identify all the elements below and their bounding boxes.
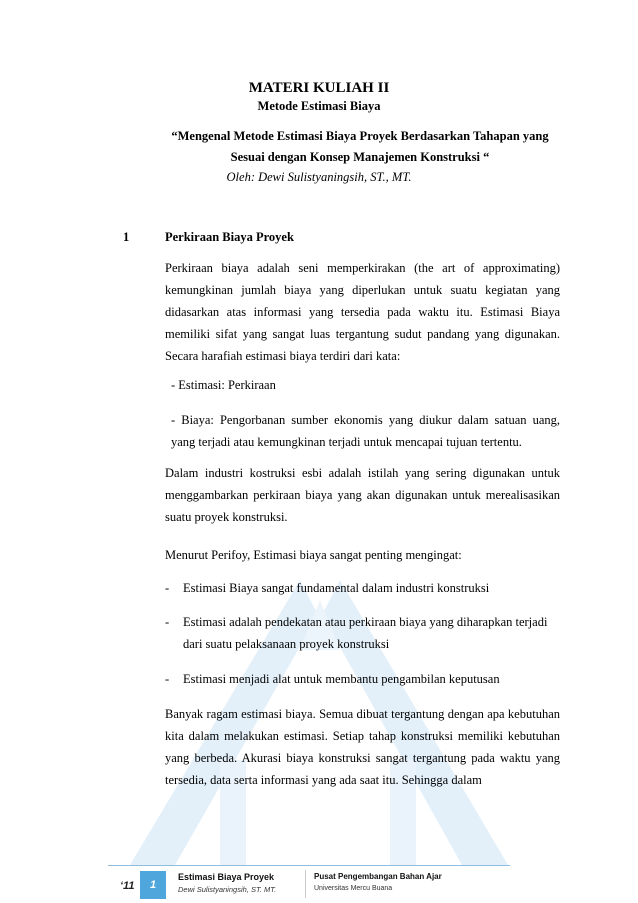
quote-line-1: “Mengenal Metode Estimasi Biaya Proyek Berdasarkan Tahapan yang — [171, 129, 549, 143]
footer-course-title: Estimasi Biaya Proyek — [178, 872, 275, 882]
document-subtitle: Metode Estimasi Biaya — [257, 99, 381, 113]
list-item-pendekatan: Estimasi adalah pendekatan atau perkiraan biaya yang diharapkan terjadi dari suatu pelaksanaan proyek konstruksi — [183, 615, 548, 651]
footer-lecturer: Dewi Sulistyaningsih, ST. MT. — [178, 885, 277, 894]
list-dash-1: - — [165, 581, 170, 595]
list-dash-3: - — [165, 672, 170, 686]
bullet-estimasi: - Estimasi: Perkiraan — [171, 378, 276, 392]
list-item-keputusan: Estimasi menjadi alat untuk membantu pengambilan keputusan — [183, 672, 500, 686]
bullet-biaya: - Biaya: Pengorbanan sumber ekonomis yang diukur dalam satuan uang, yang terjadi atau kemungkinan terjadi untuk mencapai tujuan tertentu. — [171, 413, 560, 449]
list-item-fundamental: Estimasi Biaya sangat fundamental dalam industri konstruksi — [183, 581, 490, 595]
document-title: MATERI KULIAH II — [248, 80, 390, 96]
section-title: Perkiraan Biaya Proyek — [165, 230, 294, 244]
section-number: 1 — [123, 230, 130, 244]
quote-line-2: Sesuai dengan Konsep Manajemen Konstruksi “ — [230, 150, 490, 164]
paragraph-industry: Dalam industri kostruksi esbi adalah istilah yang sering digunakan untuk menggambarkan perkiraan biaya yang akan digunakan untuk merealisasikan suatu proyek konstruksi. — [165, 466, 560, 524]
document-quote — [150, 126, 570, 168]
document-author: Oleh: Dewi Sulistyaningsih, ST., MT. — [226, 170, 412, 184]
paragraph-ragam: Banyak ragam estimasi biaya. Semua dibuat tergantung dengan apa kebutuhan kita dalam melakukan estimasi. Setiap tahap konstruksi memiliki kebutuhan yang berbeda. Akurasi biaya konstruksi sangat tergantung pada waktu yang tersedia, data serta informasi yang ada saat itu. Sehingga dalam — [165, 707, 560, 787]
list-dash-2: - — [165, 615, 170, 629]
footer-university: Universitas Mercu Buana — [314, 885, 393, 892]
paragraph-definition: Perkiraan biaya adalah seni memperkirakan (the art of approximating) kemungkinan jumlah biaya yang diperlukan untuk suatu kegiatan yang didasarkan atas informasi yang tersedia pada waktu itu. Estimasi Biaya memiliki sifat yang sangat luas tergantung sudut pandang yang digunakan. Secara harafiah estimasi biaya terdiri dari kata: — [165, 261, 560, 363]
page-footer — [0, 866, 638, 903]
footer-separator — [305, 870, 306, 898]
page-number-badge: 1 — [140, 871, 166, 899]
footer-year: ‘11 — [120, 880, 135, 892]
footer-center-name: Pusat Pengembangan Bahan Ajar — [314, 872, 442, 881]
paragraph-perifoy: Menurut Perifoy, Estimasi biaya sangat penting mengingat: — [165, 548, 462, 562]
